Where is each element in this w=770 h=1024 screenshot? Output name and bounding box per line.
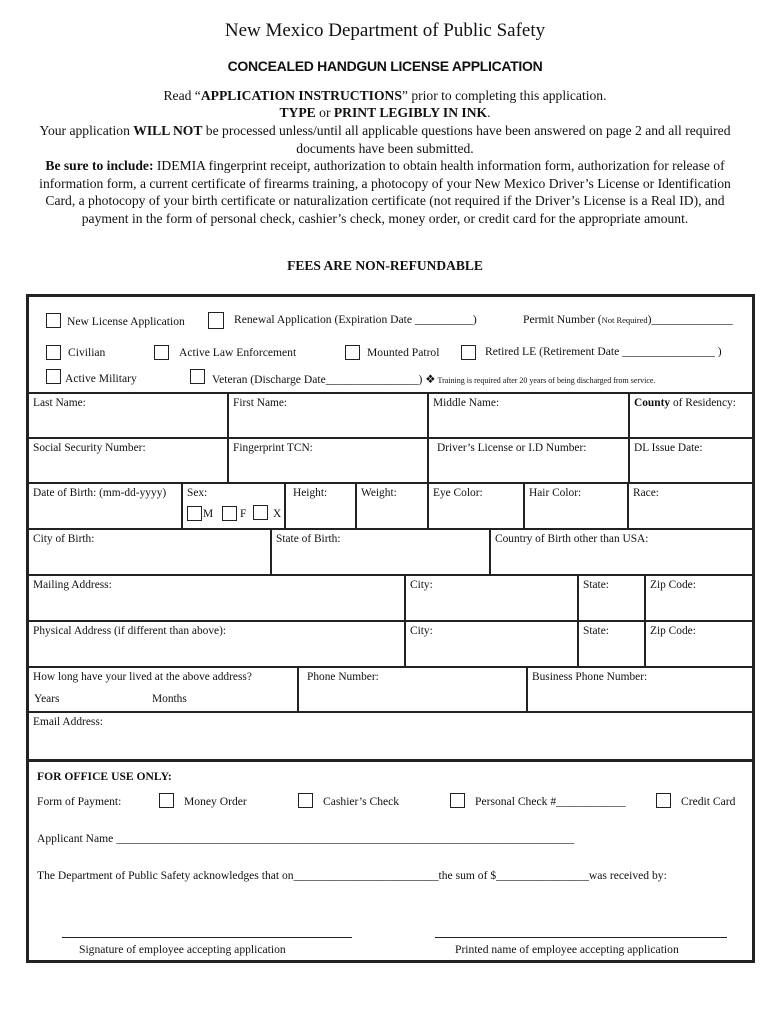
new-license-label: New License Application bbox=[67, 315, 185, 328]
mounted-patrol-checkbox[interactable] bbox=[345, 345, 360, 360]
sex-x-checkbox[interactable] bbox=[253, 505, 268, 520]
form-of-payment-label: Form of Payment: bbox=[37, 795, 122, 808]
height-field[interactable]: Height: bbox=[286, 484, 357, 528]
physical-state-field[interactable]: State: bbox=[579, 622, 646, 666]
sex-x-label: X bbox=[273, 508, 282, 520]
ssn-field[interactable]: Social Security Number: bbox=[29, 439, 229, 482]
mailing-zip-field[interactable]: Zip Code: bbox=[650, 579, 696, 591]
phone-number-field[interactable]: Phone Number: bbox=[299, 668, 528, 711]
active-military-label: Active Military bbox=[65, 372, 137, 385]
birthplace-row bbox=[29, 528, 752, 574]
office-use-section bbox=[29, 759, 752, 960]
middle-name-field[interactable]: Middle Name: bbox=[429, 394, 630, 437]
printed-name-label: Printed name of employee accepting application bbox=[455, 943, 679, 956]
money-order-checkbox[interactable] bbox=[159, 793, 174, 808]
permit-number-label: Permit Number (Not Required)______________ bbox=[523, 313, 733, 326]
cashiers-check-checkbox[interactable] bbox=[298, 793, 313, 808]
sex-field: Sex: M F X bbox=[183, 484, 286, 528]
credit-card-checkbox[interactable] bbox=[656, 793, 671, 808]
mailing-state-field[interactable]: State: bbox=[579, 576, 646, 620]
physical-city-field[interactable]: City: bbox=[406, 622, 579, 666]
form-title: CONCEALED HANDGUN LICENSE APPLICATION bbox=[227, 58, 543, 74]
years-label: Years bbox=[34, 693, 60, 705]
sex-m-checkbox[interactable] bbox=[187, 506, 202, 521]
veteran-label: Veteran (Discharge Date________________) ❖ Training is required after 20 years of being discharged from service. bbox=[212, 373, 656, 386]
first-name-field[interactable]: First Name: bbox=[229, 394, 429, 437]
business-phone-field[interactable]: Business Phone Number: bbox=[532, 671, 648, 683]
mounted-patrol-label: Mounted Patrol bbox=[367, 346, 440, 359]
read-instructions-line: Read “APPLICATION INSTRUCTIONS” prior to completing this application. bbox=[163, 88, 607, 103]
civilian-checkbox[interactable] bbox=[46, 345, 61, 360]
race-field[interactable]: Race: bbox=[633, 487, 659, 499]
applicant-name-field[interactable]: Applicant Name _______________________________________________________________________________ bbox=[37, 832, 575, 845]
retired-le-label: Retired LE (Retirement Date ________________ ) bbox=[485, 345, 722, 358]
civilian-label: Civilian bbox=[68, 346, 106, 359]
employee-signature-line[interactable] bbox=[62, 937, 352, 938]
office-use-heading: FOR OFFICE USE ONLY: bbox=[37, 770, 172, 783]
email-row bbox=[29, 711, 752, 755]
sex-f-label: F bbox=[240, 508, 247, 520]
fingerprint-tcn-field[interactable]: Fingerprint TCN: bbox=[229, 439, 429, 482]
city-of-birth-field[interactable]: City of Birth: bbox=[29, 530, 272, 574]
cashiers-check-label: Cashier’s Check bbox=[323, 795, 400, 808]
type-print-line: TYPE or PRINT LEGIBLY IN INK. bbox=[279, 105, 491, 120]
state-of-birth-field[interactable]: State of Birth: bbox=[272, 530, 491, 574]
retired-le-checkbox[interactable] bbox=[461, 345, 476, 360]
application-form bbox=[26, 294, 755, 963]
county-field[interactable]: County of Residency: bbox=[634, 397, 736, 409]
residency-phone-row bbox=[29, 666, 752, 711]
id-row bbox=[29, 437, 752, 482]
physical-row bbox=[29, 482, 752, 528]
renewal-checkbox[interactable] bbox=[208, 312, 224, 329]
active-law-checkbox[interactable] bbox=[154, 345, 169, 360]
credit-card-label: Credit Card bbox=[681, 795, 736, 808]
last-name-field[interactable]: Last Name: bbox=[29, 394, 229, 437]
veteran-checkbox[interactable] bbox=[190, 369, 205, 384]
mailing-row bbox=[29, 574, 752, 620]
dl-issue-date-field[interactable]: DL Issue Date: bbox=[634, 442, 703, 454]
money-order-label: Money Order bbox=[184, 795, 247, 808]
dob-field[interactable]: Date of Birth: (mm-dd-yyyy) bbox=[29, 484, 183, 528]
fees-notice: FEES ARE NON-REFUNDABLE bbox=[287, 258, 483, 273]
renewal-label: Renewal Application (Expiration Date __________) bbox=[234, 313, 477, 326]
employee-signature-label: Signature of employee accepting application bbox=[79, 943, 286, 956]
acknowledgement-line: The Department of Public Safety acknowledges that on_________________________the sum of $________________was received by: bbox=[37, 869, 667, 882]
sex-f-checkbox[interactable] bbox=[222, 506, 237, 521]
email-field[interactable]: Email Address: bbox=[33, 716, 103, 728]
how-long-field[interactable]: How long have your lived at the above address? Years Months bbox=[29, 668, 299, 711]
new-license-checkbox[interactable] bbox=[46, 313, 61, 328]
physical-address-field[interactable]: Physical Address (if different than above): bbox=[29, 622, 406, 666]
personal-check-checkbox[interactable] bbox=[450, 793, 465, 808]
country-of-birth-field[interactable]: Country of Birth other than USA: bbox=[495, 533, 649, 545]
name-row bbox=[29, 392, 752, 437]
printed-name-line[interactable] bbox=[435, 937, 727, 938]
hair-color-field[interactable]: Hair Color: bbox=[525, 484, 629, 528]
mailing-address-field[interactable]: Mailing Address: bbox=[29, 576, 406, 620]
mailing-city-field[interactable]: City: bbox=[406, 576, 579, 620]
personal-check-label: Personal Check #____________ bbox=[475, 795, 626, 808]
months-label: Months bbox=[152, 693, 187, 705]
eye-color-field[interactable]: Eye Color: bbox=[429, 484, 525, 528]
physical-address-row bbox=[29, 620, 752, 666]
weight-field[interactable]: Weight: bbox=[357, 484, 429, 528]
requirements-paragraph: Your application WILL NOT be processed unless/until all applicable questions have been answered on page 2 and all required documents have been submitted. Be sure to include: IDEMIA fingerprint receipt, authorization to obtain health information form, authorization for release of information form, a current certificate of firearms training, a photocopy of your New Mexico Driver’s License or Identification Card, a photocopy of your birth certificate or naturalization certificate (not required if the Driver’s License is a Real ID), and payment in the form of personal check, cashier’s check, money order, or credit card for the appropriate amount. bbox=[39, 123, 731, 226]
dl-number-field[interactable]: Driver’s License or I.D Number: bbox=[429, 439, 630, 482]
physical-zip-field[interactable]: Zip Code: bbox=[650, 625, 696, 637]
active-military-checkbox[interactable] bbox=[46, 369, 61, 384]
sex-m-label: M bbox=[203, 508, 214, 520]
agency-title: New Mexico Department of Public Safety bbox=[224, 20, 546, 41]
active-law-label: Active Law Enforcement bbox=[179, 346, 297, 359]
applicant-fields-grid bbox=[29, 392, 752, 755]
